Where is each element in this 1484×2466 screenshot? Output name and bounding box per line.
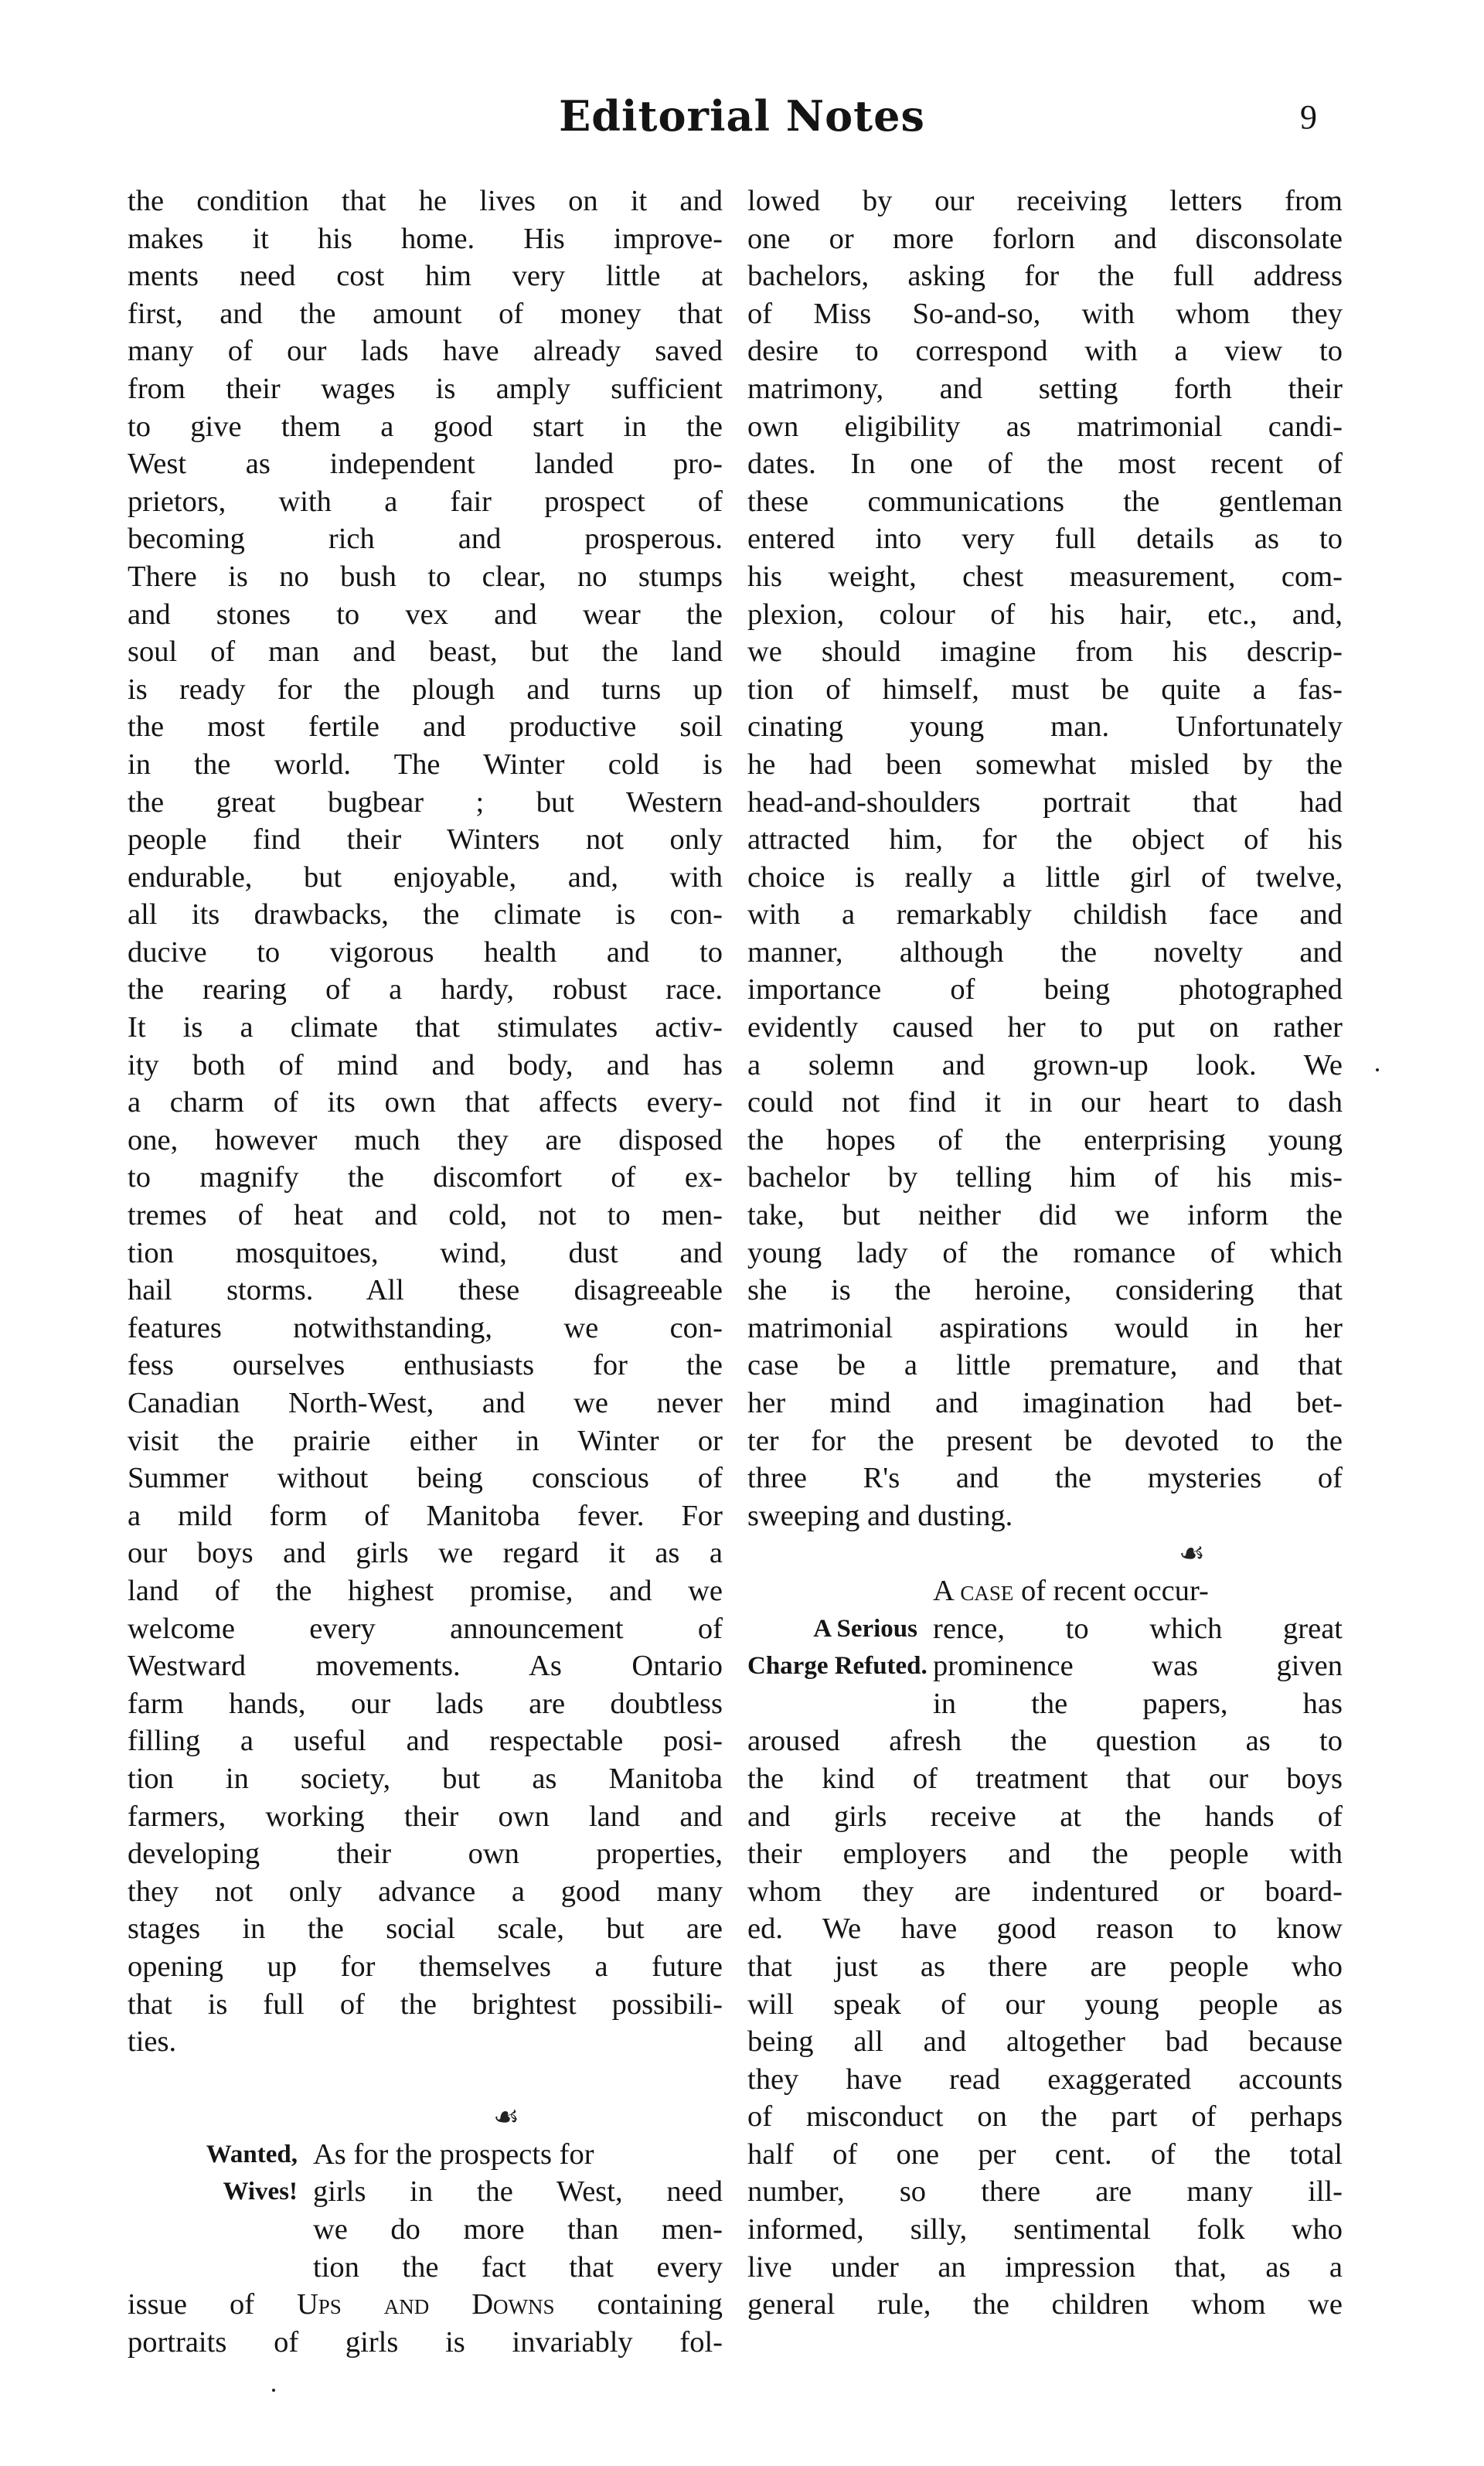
text-line: whom they are indentured or board-	[747, 1875, 1343, 1908]
text-line: girls in the West, need	[313, 2175, 723, 2209]
text-line: we do more than men-	[313, 2213, 723, 2246]
sidenote-wanted-wives	[128, 2136, 313, 2286]
text-line: and stones to vex and wear the	[128, 598, 723, 631]
text-line: lowed by our receiving letters from	[747, 185, 1343, 217]
text-line: take, but neither did we inform the	[747, 1199, 1343, 1232]
text-line: number, so there are many ill-	[747, 2175, 1343, 2209]
text-line: ties.	[128, 2025, 177, 2059]
text-line: Summer without being conscious of	[128, 1462, 723, 1495]
sidenote-line: A Serious	[813, 1614, 917, 1643]
sidenote-line: Wives!	[223, 2178, 298, 2206]
text-line: we should imagine from his descrip-	[747, 635, 1343, 669]
text-line: aroused afresh the question as to	[747, 1725, 1343, 1758]
text-line: own eligibility as matrimonial candi-	[747, 410, 1343, 443]
text-line: they have read exaggerated accounts	[747, 2062, 1343, 2096]
text-line: importance of being photographed	[747, 973, 1343, 1006]
text-line: first, and the amount of money that	[128, 297, 723, 330]
text-line: features notwithstanding, we con-	[128, 1311, 723, 1344]
text-line: issue of Ups and Downs containing	[128, 2288, 723, 2321]
text-line: matrimonial aspirations would in her	[747, 1311, 1343, 1344]
text-line: filling a useful and respectable posi-	[128, 1725, 723, 1758]
sidenote-line	[747, 1572, 917, 1610]
text-line: visit the prairie either in Winter or	[128, 1424, 723, 1457]
text-line: one or more forlorn and disconsolate	[747, 222, 1343, 255]
text-line: a solemn and grown-up look. We	[747, 1048, 1343, 1081]
text-line: entered into very full details as to	[747, 523, 1343, 556]
text-line: that just as there are people who	[747, 1950, 1343, 1983]
text-line: his weight, chest measurement, com-	[747, 560, 1343, 593]
text-line: choice is really a little girl of twelve,	[747, 860, 1343, 894]
text-line: people find their Winters not only	[128, 823, 723, 857]
text-line: being all and altogether bad because	[747, 2025, 1343, 2059]
right-paragraph-a	[747, 182, 1343, 1534]
text-line: of Miss So-and-so, with whom they	[747, 297, 1343, 330]
text-line: stages in the social scale, but are	[128, 1913, 723, 1946]
print-speck	[272, 2389, 275, 2392]
text-line: makes it his home. His improve-	[128, 222, 723, 255]
text-line: one, however much they are disposed	[128, 1123, 723, 1156]
text-line: could not find it in our heart to dash	[747, 1086, 1343, 1119]
text-line: prietors, with a fair prospect of	[128, 485, 723, 518]
text-line: her mind and imagination had bet-	[747, 1387, 1343, 1419]
text-line: to give them a good start in the	[128, 410, 723, 443]
text-line: with a remarkably childish face and	[747, 898, 1343, 932]
text-line: that is full of the brightest possibili-	[128, 1987, 723, 2021]
sidenote-line	[747, 1685, 917, 1723]
text-line: welcome every announcement of	[128, 1612, 723, 1645]
text-line: tion of himself, must be quite a fas-	[747, 673, 1343, 706]
text-line: many of our lads have already saved	[128, 335, 723, 368]
text-line: and girls receive at the hands of	[747, 1800, 1343, 1833]
text-line: these communications the gentleman	[747, 485, 1343, 518]
text-line: head-and-shoulders portrait that had	[747, 785, 1343, 819]
text-line: ments need cost him very little at	[128, 260, 723, 293]
text-line: plexion, colour of his hair, etc., and,	[747, 598, 1343, 631]
fleuron-ornament-icon: ☙	[1178, 1536, 1206, 1571]
text-line: of misconduct on the part of perhaps	[747, 2100, 1343, 2134]
text-line: bachelors, asking for the full address	[747, 260, 1343, 293]
left-sidenote-block	[128, 2136, 723, 2286]
text-line: their employers and the people with	[747, 1838, 1343, 1871]
text-line: Westward movements. As Ontario	[128, 1650, 723, 1683]
text-line: ducive to vigorous health and to	[128, 935, 723, 969]
text-line: tion the fact that every	[313, 2250, 723, 2284]
sidenote-line: Charge Refuted.	[747, 1652, 928, 1681]
text-line: endurable, but enjoyable, and, with	[128, 860, 723, 894]
text-line: live under an impression that, as a	[747, 2250, 1343, 2284]
text-line: in the papers, has	[933, 1687, 1343, 1720]
text-line: portraits of girls is invariably fol-	[128, 2325, 723, 2359]
text-line: bachelor by telling him of his mis-	[747, 1161, 1343, 1194]
text-line: case be a little premature, and that	[747, 1349, 1343, 1382]
text-line: ter for the present be devoted to the	[747, 1424, 1343, 1457]
text-line: the hopes of the enterprising young	[747, 1123, 1343, 1156]
text-line: all its drawbacks, the climate is con-	[128, 898, 723, 932]
text-line: the condition that he lives on it and	[128, 185, 723, 217]
text-line: West as independent landed pro-	[128, 448, 723, 481]
text-line: half of one per cent. of the total	[747, 2137, 1343, 2171]
text-line: three R's and the mysteries of	[747, 1462, 1343, 1495]
text-line: cinating young man. Unfortunately	[747, 710, 1343, 744]
right-side-text	[933, 1572, 1343, 1722]
text-line: he had been somewhat misled by the	[747, 748, 1343, 781]
text-line: general rule, the children whom we	[747, 2288, 1343, 2321]
right-column	[747, 182, 1343, 2324]
text-line: land of the highest promise, and we	[128, 1574, 723, 1607]
text-line: a mild form of Manitoba fever. For	[128, 1499, 723, 1532]
text-line: the great bugbear ; but Western	[128, 785, 723, 819]
text-line: farmers, working their own land and	[128, 1800, 723, 1833]
text-line: in the world. The Winter cold is	[128, 748, 723, 781]
text-line: sweeping and dusting.	[747, 1499, 1013, 1532]
text-line: ity both of mind and body, and has	[128, 1048, 723, 1081]
text-line: becoming rich and prosperous.	[128, 523, 723, 556]
text-line: A case of recent occur-	[933, 1574, 1209, 1607]
text-line: farm hands, our lads are doubtless	[128, 1687, 723, 1720]
left-column	[128, 182, 723, 2361]
text-line: manner, although the novelty and	[747, 935, 1343, 969]
text-line: tion mosquitoes, wind, dust and	[128, 1236, 723, 1269]
text-line: matrimony, and setting forth their	[747, 372, 1343, 405]
text-line: opening up for themselves a future	[128, 1950, 723, 1983]
text-line: is ready for the plough and turns up	[128, 673, 723, 706]
text-line: they not only advance a good many	[128, 1875, 723, 1908]
text-line: informed, silly, sentimental folk who	[747, 2213, 1343, 2246]
text-line: desire to correspond with a view to	[747, 335, 1343, 368]
print-speck	[1376, 1068, 1379, 1071]
text-line: young lady of the romance of which	[747, 1236, 1343, 1269]
right-sidenote-block	[747, 1572, 1343, 1722]
text-line: evidently caused her to put on rather	[747, 1011, 1343, 1044]
text-line: dates. In one of the most recent of	[747, 448, 1343, 481]
text-line: prominence was given	[933, 1650, 1343, 1683]
text-line: developing their own properties,	[128, 1838, 723, 1871]
sidenote-line: Wanted,	[206, 2140, 298, 2168]
left-side-text	[313, 2136, 723, 2286]
text-line: soul of man and beast, but the land	[128, 635, 723, 669]
text-line: the kind of treatment that our boys	[747, 1762, 1343, 1795]
spacer	[128, 2061, 723, 2099]
text-line: There is no bush to clear, no stumps	[128, 560, 723, 593]
text-line: As for the prospects for	[313, 2137, 594, 2171]
left-paragraph-b	[128, 2286, 723, 2361]
text-line: she is the heroine, considering that	[747, 1274, 1343, 1307]
text-line: the rearing of a hardy, robust race.	[128, 973, 723, 1006]
fleuron-ornament-icon: ☙	[492, 2100, 520, 2134]
text-line: the most fertile and productive soil	[128, 710, 723, 744]
text-line: will speak of our young people as	[747, 1987, 1343, 2021]
text-line: fess ourselves enthusiasts for the	[128, 1349, 723, 1382]
text-line: tion in society, but as Manitoba	[128, 1762, 723, 1795]
page-number: 9	[1300, 98, 1317, 136]
left-paragraph-a	[128, 182, 723, 2061]
text-line: to magnify the discomfort of ex-	[128, 1161, 723, 1194]
running-head-title: Editorial Notes	[559, 91, 925, 141]
text-line: our boys and girls we regard it as a	[128, 1537, 723, 1570]
text-line: from their wages is amply sufficient	[128, 372, 723, 405]
right-paragraph-b	[747, 1722, 1343, 2324]
text-line: Canadian North-West, and we never	[128, 1387, 723, 1419]
text-line: attracted him, for the object of his	[747, 823, 1343, 857]
text-line: hail storms. All these disagreeable	[128, 1274, 723, 1307]
text-line: a charm of its own that affects every-	[128, 1086, 723, 1119]
text-line: ed. We have good reason to know	[747, 1913, 1343, 1946]
text-line: tremes of heat and cold, not to men-	[128, 1199, 723, 1232]
text-line: It is a climate that stimulates activ-	[128, 1011, 723, 1044]
sidenote-serious-charge	[747, 1572, 933, 1722]
text-line: rence, to which great	[933, 1612, 1343, 1645]
